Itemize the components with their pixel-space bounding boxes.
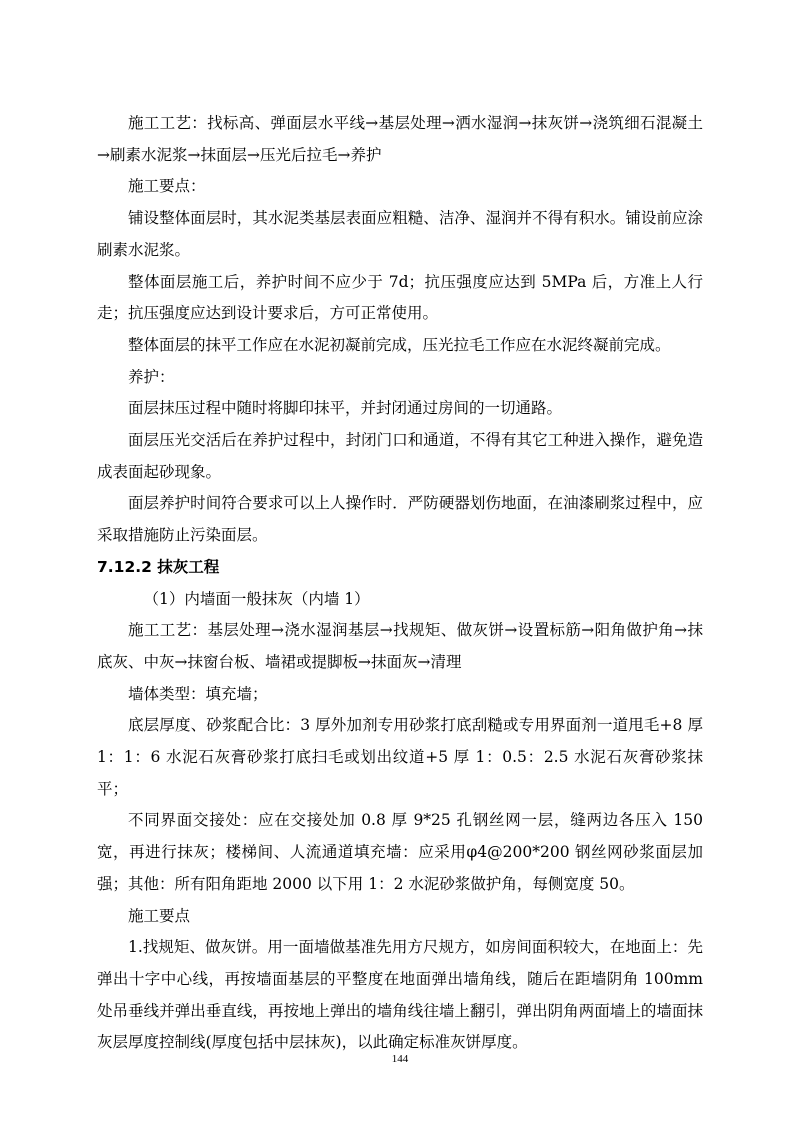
page-content	[97, 108, 703, 1059]
paragraph: 墙体类型：填充墙；	[128, 684, 268, 703]
paragraph: 施工要点：	[128, 177, 206, 196]
paragraph: 1.找规矩、做灰饼。用一面墙做基准先用方尺规方，如房间面积较大，在地面上：先弹出十字中心线，再按墙面基层的平整度在地面弹出墙角线，随后在距墙阴角 100mm 处吊垂线并弹出垂直线，再按地上弹出的墙角线往墙上翻引，弹出阴角两面墙上的墙面抹灰层厚度控制线(厚度包括中层抹灰)，以此确定标准灰饼厚度。	[97, 938, 703, 1052]
paragraph: 养护：	[128, 367, 175, 386]
paragraph: 整体面层的抹平工作应在水泥初凝前完成，压光拉毛工作应在水泥终凝前完成。	[128, 335, 671, 354]
sub-heading: （1）内墙面一般抹灰（内墙 1）	[143, 589, 370, 608]
page-number: 144	[391, 1053, 409, 1065]
paragraph: 不同界面交接处：应在交接处加 0.8 厚 9*25 孔钢丝网一层，缝两边各压入 150 宽，再进行抹灰；楼梯间、人流通道填充墙：应采用φ4@200*200 钢丝网砂浆面层加强；其他：所有阳角距地 2000 以下用 1：2 水泥砂浆做护角，每侧宽度 50。	[97, 811, 703, 893]
paragraph: 施工工艺：找标高、弹面层水平线→基层处理→洒水湿润→抹灰饼→浇筑细石混凝土→刷素水泥浆→抹面层→压光后拉毛→养护	[97, 114, 703, 164]
paragraph: 面层压光交活后在养护过程中，封闭门口和通道，不得有其它工种进入操作，避免造成表面起砂现象。	[97, 431, 703, 481]
paragraph: 施工要点	[128, 906, 191, 925]
paragraph: 施工工艺：基层处理→浇水湿润基层→找规矩、做灰饼→设置标筋→阳角做护角→抹底灰、中灰→抹窗台板、墙裙或提脚板→抹面灰→清理	[97, 621, 703, 671]
paragraph: 面层养护时间符合要求可以上人操作时．严防硬器划伤地面，在油漆刷浆过程中，应采取措施防止污染面层。	[97, 494, 703, 545]
paragraph: 面层抹压过程中随时将脚印抹平，并封闭通过房间的一切通路。	[128, 399, 563, 418]
section-heading: 7.12.2 抹灰工程	[97, 557, 220, 576]
paragraph: 整体面层施工后，养护时间不应少于 7d；抗压强度应达到 5MPa 后，方准上人行走；抗压强度应达到设计要求后，方可正常使用。	[97, 272, 703, 323]
paragraph: 底层厚度、砂浆配合比：3 厚外加剂专用砂浆打底刮糙或专用界面剂一道甩毛+8 厚 1：1：6 水泥石灰膏砂浆打底扫毛或划出纹道+5 厚 1：0.5：2.5 水泥石灰膏砂浆抹平；	[97, 716, 703, 798]
paragraph: 铺设整体面层时，其水泥类基层表面应粗糙、洁净、湿润并不得有积水。铺设前应涂刷素水泥浆。	[97, 209, 703, 259]
